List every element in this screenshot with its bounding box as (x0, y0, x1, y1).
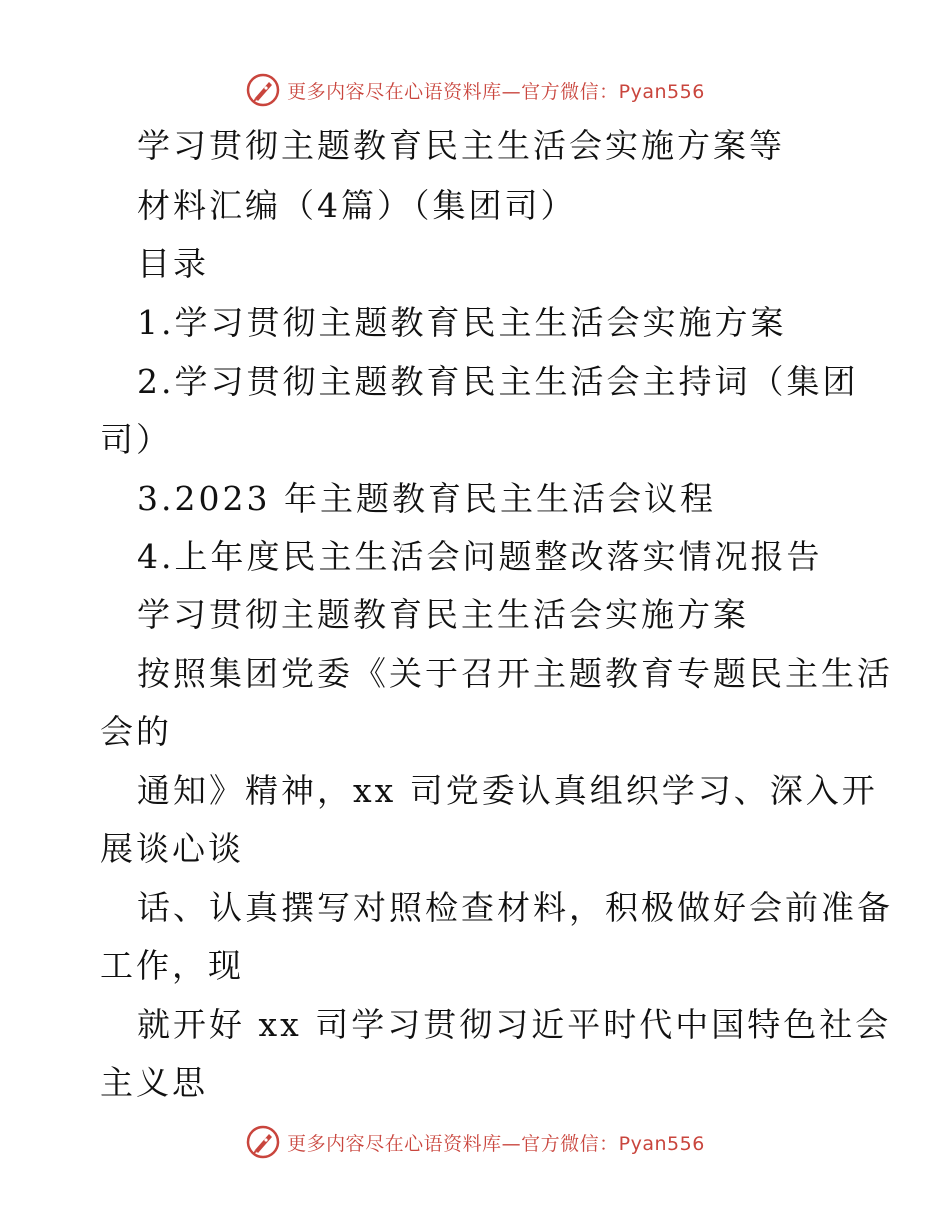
paragraph-line: 工作，现 (100, 946, 244, 985)
paragraph-line: 会的 (100, 712, 172, 751)
paragraph-line: 主义思 (100, 1063, 208, 1102)
toc-item-4: 4.上年度民主生活会问题整改落实情况报告 (137, 537, 823, 576)
toc-item-1: 1.学习贯彻主题教育民主生活会实施方案 (137, 303, 787, 342)
toc-item-3: 3.2023 年主题教育民主生活会议程 (137, 479, 716, 518)
pen-nib-logo-icon (245, 1124, 281, 1160)
toc-item-2-cont: 司） (100, 420, 172, 459)
watermark-banner-top (0, 70, 950, 110)
paragraph-line: 展谈心谈 (100, 829, 244, 868)
doc-title-line-2: 材料汇编（4篇）（集团司） (137, 186, 577, 225)
toc-item-2: 2.学习贯彻主题教育民主生活会主持词（集团 (137, 362, 859, 401)
watermark-text: 更多内容尽在心语资料库—官方微信：Pyan556 (287, 1132, 705, 1155)
watermark-banner-bottom (0, 1122, 950, 1162)
toc-heading: 目录 (137, 244, 209, 283)
pen-nib-logo-icon (245, 72, 281, 108)
paragraph-line: 按照集团党委《关于召开主题教育专题民主生活 (137, 654, 893, 693)
watermark-text: 更多内容尽在心语资料库—官方微信：Pyan556 (287, 80, 705, 103)
doc-title-line-1: 学习贯彻主题教育民主生活会实施方案等 (137, 126, 785, 165)
section-heading: 学习贯彻主题教育民主生活会实施方案 (137, 595, 749, 634)
paragraph-line: 就开好 xx 司学习贯彻习近平时代中国特色社会 (137, 1005, 892, 1044)
paragraph-line: 通知》精神，xx 司党委认真组织学习、深入开 (137, 771, 878, 810)
paragraph-line: 话、认真撰写对照检查材料，积极做好会前准备 (137, 888, 893, 927)
